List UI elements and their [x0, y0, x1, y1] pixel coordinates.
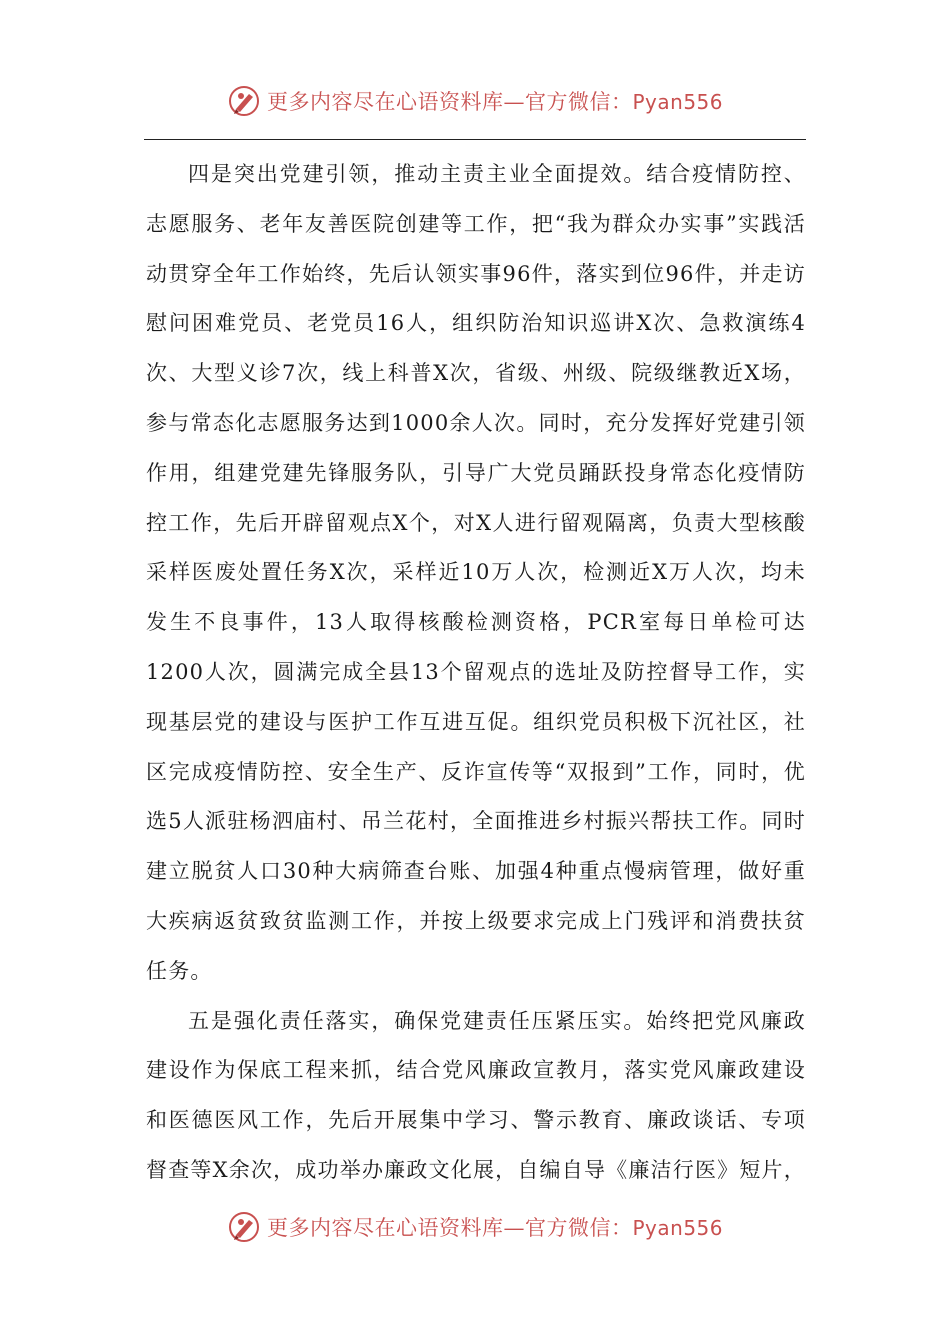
footer-watermark: [0, 1210, 950, 1244]
watermark-text: 更多内容尽在心语资料库—官方微信：Pyan556: [266, 90, 723, 114]
paragraph-four: 四是突出党建引领，推动主责主业全面提效。结合疫情防控、志愿服务、老年友善医院创建等工作，把“我为群众办实事”实践活动贯穿全年工作始终，先后认领实事96件，落实到位96件，并走访慰问困难党员、老党员16人，组织防治知识巡讲X次、急救演练4次、大型义诊7次，线上科普X次，省级、州级、院级继教近X场，参与常态化志愿服务达到1000余人次。同时，充分发挥好党建引领作用，组建党建先锋服务队，引导广大党员踊跃投身常态化疫情防控工作，先后开辟留观点X个，对X人进行留观隔离，负责大型核酸采样医废处置任务X次，采样近10万人次，检测近X万人次，均未发生不良事件，13人取得核酸检测资格，PCR室每日单检可达1200人次，圆满完成全县13个留观点的选址及防控督导工作，实现基层党的建设与医护工作互进互促。组织党员积极下沉社区，社区完成疫情防控、安全生产、反诈宣传等“双报到”工作，同时，优选5人派驻杨泗庙村、吊兰花村，全面推进乡村振兴帮扶工作。同时建立脱贫人口30种大病筛查台账、加强4种重点慢病管理，做好重大疾病返贫致贫监测工作，并按上级要求完成上门残评和消费扶贫任务。: [146, 162, 806, 983]
paragraph-five: 五是强化责任落实，确保党建责任压紧压实。始终把党风廉政建设作为保底工程来抓，结合党风廉政宣教月，落实党风廉政建设和医德医风工作，先后开展集中学习、警示教育、廉政谈话、专项督查等X余次，成功举办廉政文化展，自编自导《廉洁行医》短片，: [146, 1008, 806, 1182]
header-watermark: [0, 84, 950, 118]
document-body: [146, 150, 806, 1196]
pen-nib-logo-icon: [227, 84, 261, 118]
pen-nib-logo-icon: [227, 1210, 261, 1244]
watermark-text: 更多内容尽在心语资料库—官方微信：Pyan556: [266, 1216, 723, 1240]
header-divider: [144, 139, 806, 140]
